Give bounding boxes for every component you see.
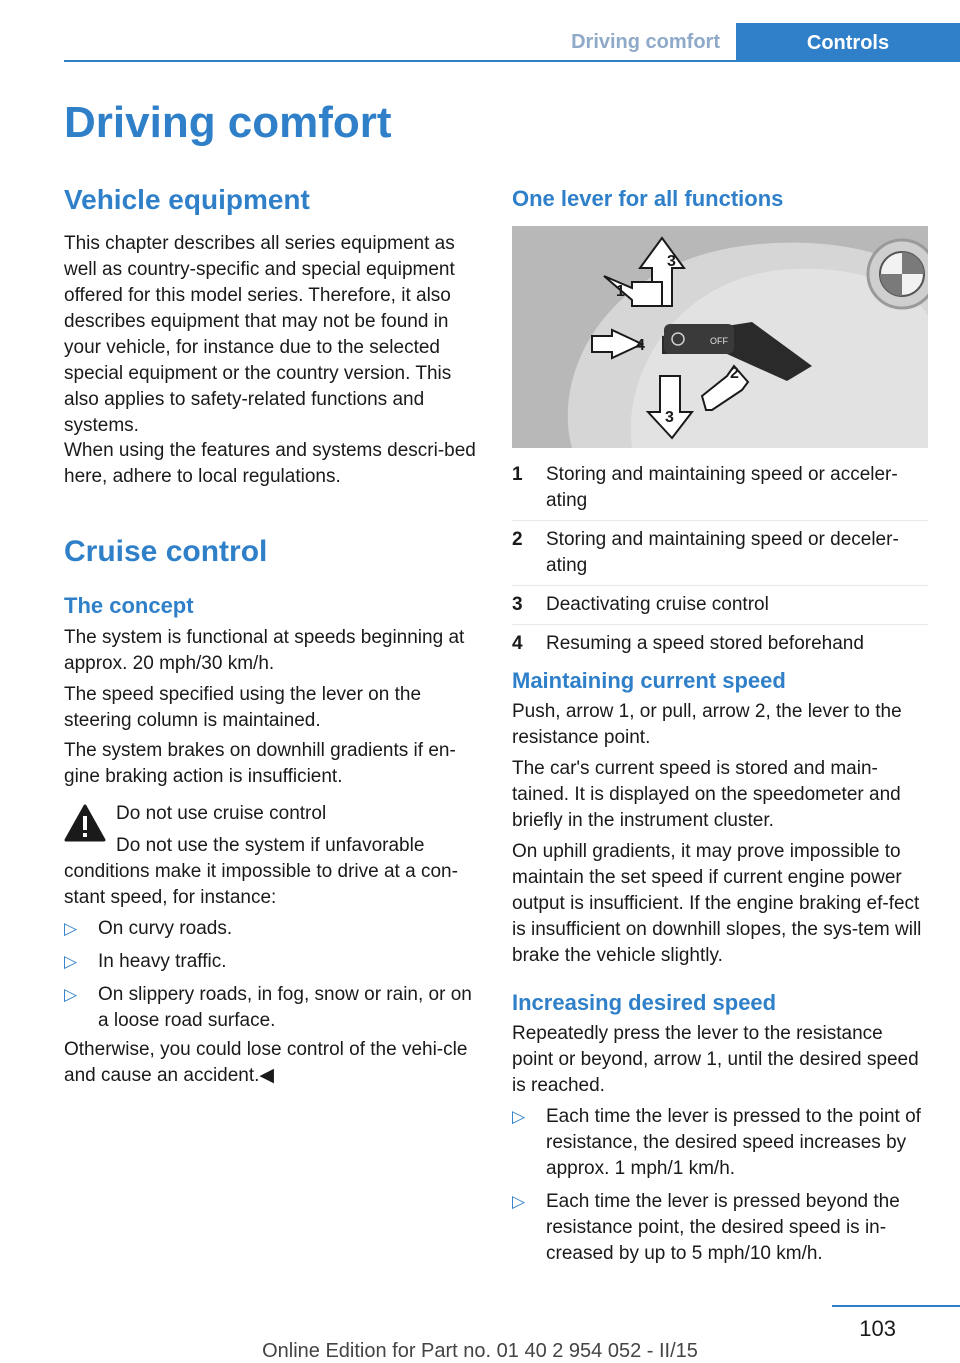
svg-text:OFF: OFF xyxy=(710,336,728,346)
list-item: ▷ In heavy traffic. xyxy=(64,949,480,975)
list-item: ▷ Each time the lever is pressed beyond the resistance point, the desired speed is in-creased by up to 5 mph/10 km/h. xyxy=(512,1191,900,1264)
maintaining-heading: Maintaining current speed xyxy=(512,668,786,693)
warning-list xyxy=(64,916,480,1034)
steering-lever-figure xyxy=(512,226,928,448)
concept-paragraph-1: The system is functional at speeds beginning at approx. 20 mph/30 km/h. xyxy=(64,627,465,674)
header-rule xyxy=(64,60,960,62)
vehicle-equipment-heading: Vehicle equipment xyxy=(64,184,310,215)
triangle-bullet-icon: ▷ xyxy=(64,985,78,1004)
svg-text:3: 3 xyxy=(667,253,676,270)
legend-item: 2 Storing and maintaining speed or deceler-ating xyxy=(512,527,928,586)
footer-rule xyxy=(832,1305,960,1307)
svg-text:1: 1 xyxy=(616,283,625,300)
vehicle-equipment-paragraph-1: This chapter describes all series equipment as well as country-specific and special equipment offered for this model series. Therefore, it also describes equipment that may not be found in your vehicle, for instance due to the selected special equipment or the country version. This also applies to safety-related functions and systems. xyxy=(64,233,455,436)
maintaining-paragraph-1: Push, arrow 1, or pull, arrow 2, the lever to the resistance point. xyxy=(512,701,902,748)
increasing-heading: Increasing desired speed xyxy=(512,990,777,1015)
page-number: 103 xyxy=(859,1316,896,1341)
vehicle-equipment-paragraph-2: When using the features and systems descri-bed here, adhere to local regulations. xyxy=(64,440,476,487)
list-item: ▷ On curvy roads. xyxy=(64,916,480,942)
concept-heading: The concept xyxy=(64,593,194,618)
triangle-bullet-icon: ▷ xyxy=(64,952,78,971)
increasing-paragraph-1: Repeatedly press the lever to the resistance point or beyond, arrow 1, until the desired speed is reached. xyxy=(512,1023,919,1096)
chapter-title: Driving comfort xyxy=(64,98,392,147)
list-item: ▷ Each time the lever is pressed to the point of resistance, the desired speed increases by approx. 1 mph/1 km/h. xyxy=(512,1106,921,1179)
lever-heading: One lever for all functions xyxy=(512,186,784,211)
header-chapter-tab: Controls xyxy=(736,23,960,62)
warning-after-text: Otherwise, you could lose control of the vehi-cle and cause an accident.◀ xyxy=(64,1039,468,1086)
warning-title: Do not use cruise control xyxy=(116,803,327,824)
warning-text: Do not use the system if unfavorable conditions make it impossible to drive at a con-stant speed, for instance: xyxy=(64,835,458,908)
footer-edition: Online Edition for Part no. 01 40 2 954 052 - II/15 xyxy=(262,1340,698,1362)
maintaining-paragraph-2: The car's current speed is stored and main-tained. It is displayed on the speedometer and briefly in the instrument cluster. xyxy=(512,758,901,831)
svg-text:4: 4 xyxy=(636,337,645,354)
legend-item: 4 Resuming a speed stored beforehand xyxy=(512,633,864,654)
legend-item: 3 Deactivating cruise control xyxy=(512,592,928,625)
increasing-list xyxy=(512,1104,928,1267)
triangle-bullet-icon: ▷ xyxy=(64,919,78,938)
concept-paragraph-2: The speed specified using the lever on the steering column is maintained. xyxy=(64,684,422,731)
triangle-bullet-icon: ▷ xyxy=(512,1192,526,1211)
legend-item: 1 Storing and maintaining speed or acceler-ating xyxy=(512,462,928,521)
concept-paragraph-3: The system brakes on downhill gradients if en-gine braking action is insufficient. xyxy=(64,740,456,787)
svg-text:3: 3 xyxy=(665,409,674,426)
header-section-title: Driving comfort xyxy=(571,31,720,53)
svg-text:2: 2 xyxy=(730,365,739,382)
cruise-control-heading: Cruise control xyxy=(64,535,268,568)
maintaining-paragraph-3: On uphill gradients, it may prove impossible to maintain the set speed if current engine power output is insufficient. If the engine braking ef-fect is insufficient on downhill slopes, the sys-tem will brake the vehicle slightly. xyxy=(512,841,922,966)
lever-legend xyxy=(512,462,928,669)
list-item: ▷ On slippery roads, in fog, snow or rain, or on a loose road surface. xyxy=(64,984,472,1031)
triangle-bullet-icon: ▷ xyxy=(512,1107,526,1126)
